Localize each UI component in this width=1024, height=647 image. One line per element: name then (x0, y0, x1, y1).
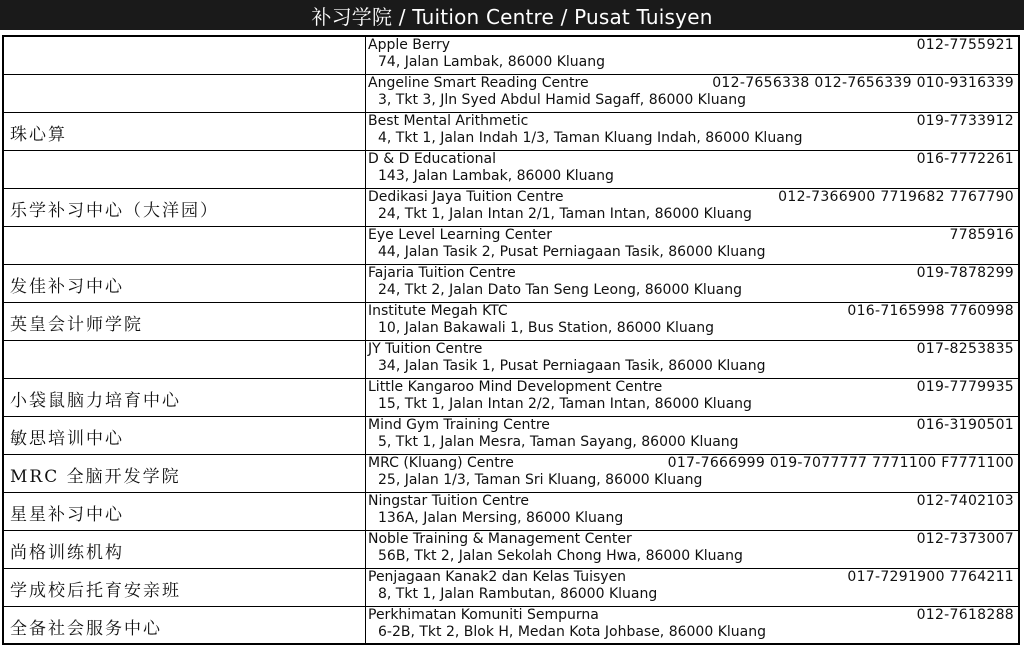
centre-address: 74, Jalan Lambak, 86000 Kluang (378, 54, 605, 70)
section-title: 补习学院 / Tuition Centre / Pusat Tuisyen (311, 4, 713, 29)
centre-name: JY Tuition Centre (368, 341, 483, 357)
chinese-name: 英皇会计师学院 (10, 315, 143, 335)
phone-numbers: 019-7733912 (916, 113, 1014, 129)
centre-name: Best Mental Arithmetic (368, 113, 529, 129)
phone-numbers: 016-7165998 7760998 (847, 303, 1014, 319)
centre-address: 34, Jalan Tasik 1, Pusat Perniagaan Tasik, 86000 Kluang (378, 358, 766, 374)
centre-address: 44, Jalan Tasik 2, Pusat Perniagaan Tasik, 86000 Kluang (378, 244, 766, 260)
centre-name: Apple Berry (368, 37, 451, 53)
chinese-name: 乐学补习中心（大洋园） (10, 201, 219, 221)
phone-numbers: 012-7373007 (916, 531, 1014, 547)
phone-numbers: 017-7666999 019-7077777 7771100 F7771100 (667, 455, 1014, 471)
chinese-name: 珠心算 (10, 125, 67, 145)
centre-name: Perkhimatan Komuniti Sempurna (368, 607, 599, 623)
phone-numbers: 7785916 (949, 227, 1014, 243)
phone-numbers: 012-7755921 (916, 37, 1014, 53)
table-row (4, 151, 1018, 189)
centre-name: Little Kangaroo Mind Development Centre (368, 379, 663, 395)
centre-name: Mind Gym Training Centre (368, 417, 550, 433)
phone-numbers: 019-7779935 (916, 379, 1014, 395)
centre-address: 5, Tkt 1, Jalan Mesra, Taman Sayang, 86000 Kluang (378, 434, 739, 450)
table-row (4, 37, 1018, 75)
phone-numbers: 012-7656338 012-7656339 010-9316339 (712, 75, 1014, 91)
centre-address: 24, Tkt 1, Jalan Intan 2/1, Taman Intan, 86000 Kluang (378, 206, 752, 222)
table-row (4, 265, 1018, 303)
phone-numbers: 016-3190501 (916, 417, 1014, 433)
centre-address: 6-2B, Tkt 2, Blok H, Medan Kota Johbase, 86000 Kluang (378, 624, 766, 640)
centre-address: 15, Tkt 1, Jalan Intan 2/2, Taman Intan, 86000 Kluang (378, 396, 752, 412)
chinese-name: 尚格训练机构 (10, 543, 124, 563)
centre-name: D & D Educational (368, 151, 496, 167)
phone-numbers: 017-7291900 7764211 (847, 569, 1014, 585)
chinese-name: 发佳补习中心 (10, 277, 124, 297)
centre-address: 143, Jalan Lambak, 86000 Kluang (378, 168, 614, 184)
centre-address: 24, Tkt 2, Jalan Dato Tan Seng Leong, 86000 Kluang (378, 282, 742, 298)
centre-address: 8, Tkt 1, Jalan Rambutan, 86000 Kluang (378, 586, 658, 602)
table-row (4, 417, 1018, 455)
centre-name: MRC (Kluang) Centre (368, 455, 514, 471)
centre-name: Angeline Smart Reading Centre (368, 75, 589, 91)
phone-numbers: 012-7402103 (916, 493, 1014, 509)
centre-name: Institute Megah KTC (368, 303, 508, 319)
centre-address: 10, Jalan Bakawali 1, Bus Station, 86000 Kluang (378, 320, 715, 336)
table-row (4, 341, 1018, 379)
chinese-name: 小袋鼠脑力培育中心 (10, 391, 181, 411)
phone-numbers: 012-7618288 (916, 607, 1014, 623)
phone-numbers: 017-8253835 (916, 341, 1014, 357)
table-row (4, 303, 1018, 341)
centre-address: 3, Tkt 3, Jln Syed Abdul Hamid Sagaff, 86000 Kluang (378, 92, 746, 108)
table-row (4, 379, 1018, 417)
table-row (4, 227, 1018, 265)
centre-name: Eye Level Learning Center (368, 227, 552, 243)
phone-numbers: 016-7772261 (916, 151, 1014, 167)
directory-table (2, 35, 1020, 645)
table-row (4, 493, 1018, 531)
table-row (4, 569, 1018, 607)
centre-name: Dedikasi Jaya Tuition Centre (368, 189, 564, 205)
centre-name: Ningstar Tuition Centre (368, 493, 529, 509)
centre-name: Noble Training & Management Center (368, 531, 632, 547)
table-row (4, 75, 1018, 113)
centre-address: 56B, Tkt 2, Jalan Sekolah Chong Hwa, 86000 Kluang (378, 548, 743, 564)
table-row (4, 455, 1018, 493)
table-row (4, 531, 1018, 569)
chinese-name: 星星补习中心 (10, 505, 124, 525)
chinese-name: 敏思培训中心 (10, 429, 124, 449)
chinese-name: 学成校后托育安亲班 (10, 581, 181, 601)
table-row (4, 113, 1018, 151)
centre-address: 25, Jalan 1/3, Taman Sri Kluang, 86000 Kluang (378, 472, 703, 488)
phone-numbers: 019-7878299 (916, 265, 1014, 281)
table-row (4, 189, 1018, 227)
centre-name: Fajaria Tuition Centre (368, 265, 516, 281)
chinese-name: 全备社会服务中心 (10, 619, 162, 639)
centre-address: 136A, Jalan Mersing, 86000 Kluang (378, 510, 624, 526)
section-header (0, 0, 1024, 30)
centre-name: Penjagaan Kanak2 dan Kelas Tuisyen (368, 569, 627, 585)
chinese-name: MRC 全脑开发学院 (10, 467, 181, 487)
phone-numbers: 012-7366900 7719682 7767790 (778, 189, 1014, 205)
table-row (4, 607, 1018, 645)
centre-address: 4, Tkt 1, Jalan Indah 1/3, Taman Kluang Indah, 86000 Kluang (378, 130, 803, 146)
